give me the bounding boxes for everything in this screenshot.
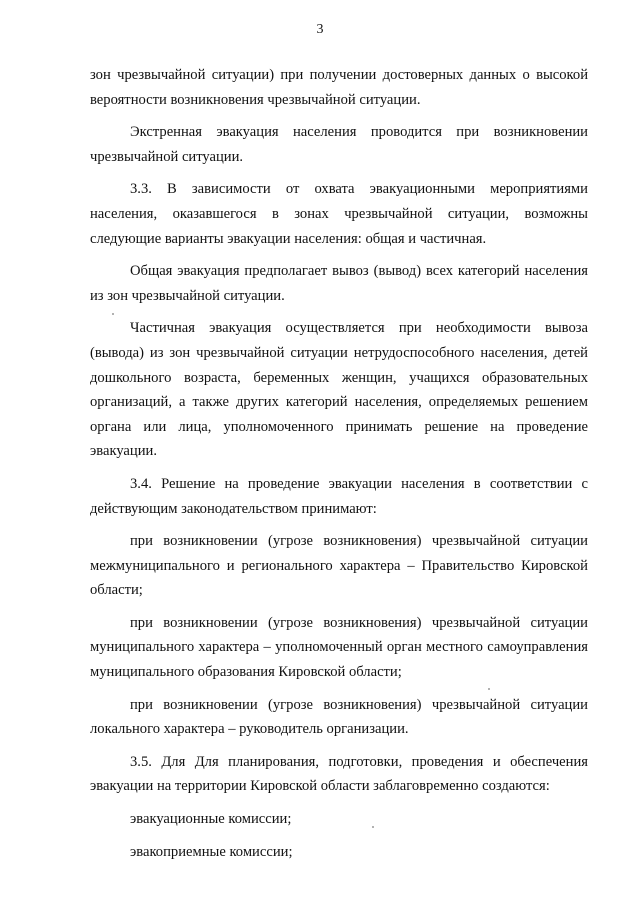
paragraph-emergency-evacuation: Экстренная эвакуация населения проводится при возникновении чрезвычайной ситуации.: [90, 124, 588, 165]
paragraph-3-3-lead: В: [167, 181, 177, 198]
paragraph-continuation: зон чрезвычайной ситуации) при получении достоверных данных о высокой вероятности возникновения чрезвычайной ситуации.: [90, 67, 588, 108]
list-item-evacuation-commissions: эвакуационные комиссии;: [130, 811, 292, 828]
scan-speck: [112, 313, 114, 315]
paragraph-3-5-text: Для планирования, подготовки, проведения и обеспечения эвакуации на территории Кировской области заблаговременно создаются:: [90, 753, 588, 795]
document-body: [90, 63, 588, 864]
section-number-3-3: 3.3.: [130, 181, 152, 198]
list-item-reception-commissions: эвакоприемные комиссии;: [130, 843, 293, 860]
paragraph-interregional: при возникновении (угрозе возникновения) чрезвычайной ситуации межмуниципального и регионального характера – Правительство Кировской области;: [90, 533, 588, 599]
paragraph-municipal: при возникновении (угрозе возникновения) чрезвычайной ситуации муниципального характера – уполномоченный орган местного самоуправления муниципального образования Кировской области;: [90, 614, 588, 681]
scan-speck: [488, 688, 490, 690]
paragraph-3-5-lead: Для: [161, 753, 186, 770]
section-number-3-4: 3.4.: [130, 475, 152, 492]
paragraph-general-evacuation: Общая эвакуация предполагает вывоз (вывод) всех категорий населения из зон чрезвычайной ситуации.: [90, 263, 588, 304]
paragraph-3-4-text: Решение на проведение эвакуации населения в соответствии с действующим законодательством принимают:: [90, 475, 588, 517]
paragraph-partial-evacuation: Частичная эвакуация осуществляется при необходимости вывоза (вывода) из зон чрезвычайной ситуации нетрудоспособного населения, детей дошкольного возраста, беременных женщин, учащихся образовательных организаций, а также других категорий населения, определяемых решением органа или лица, уполномоченного принимать решение на проведение эвакуации.: [90, 320, 588, 460]
paragraph-3-4: [90, 472, 588, 521]
paragraph-3-5: [90, 750, 588, 799]
scan-speck: [372, 826, 374, 828]
paragraph-3-3: [90, 177, 588, 251]
paragraph-3-3-text: зависимости от охвата эвакуационными мероприятиями населения, оказавшегося в зонах чрезвычайной ситуации, возможны следующие варианты эвакуации населения: общая и частичная.: [90, 181, 588, 247]
page-number: 3: [316, 22, 324, 37]
section-number-3-5: 3.5.: [130, 753, 152, 770]
paragraph-local: при возникновении (угрозе возникновения) чрезвычайной ситуации локального характера – руководитель организации.: [90, 696, 588, 738]
